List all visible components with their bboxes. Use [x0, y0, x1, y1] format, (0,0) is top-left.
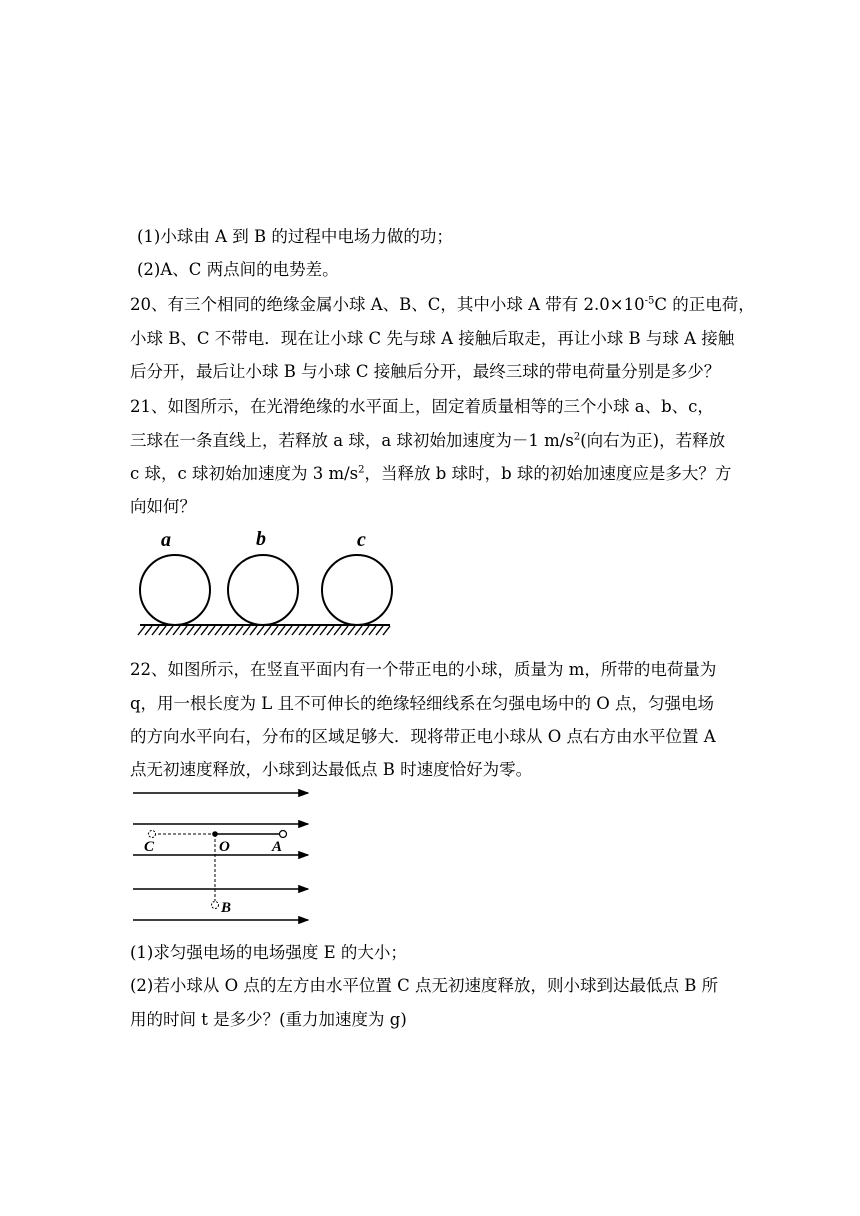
point-a-label: A [272, 839, 283, 855]
pivot-point-o [212, 831, 218, 837]
hatch-mark [194, 626, 201, 635]
ball-at-b [212, 902, 219, 909]
hatch-mark [236, 626, 243, 635]
point-o-label: O [219, 839, 230, 855]
ball-at-c [149, 831, 156, 838]
hatch-mark [369, 626, 376, 635]
ball-c-label: c [357, 529, 366, 551]
ball-at-a [280, 831, 287, 838]
hatch-mark [264, 626, 271, 635]
hatch-mark [334, 626, 341, 635]
hatch-mark [138, 626, 145, 635]
q22-sub3: 用的时间 t 是多少？(重力加速度为 g) [130, 1010, 407, 1029]
hatch-mark [292, 626, 299, 635]
ground-hatch [138, 626, 390, 635]
hatch-mark [173, 626, 180, 635]
q20-line2: 小球 B、C 不带电．现在让小球 C 先与球 A 接触后取走，再让小球 B 与球 A 接触 [130, 329, 735, 348]
q19-sub1: (1)小球由 A 到 B 的过程中电场力做的功； [137, 227, 453, 246]
hatch-mark [285, 626, 292, 635]
q20-exponent: -5 [644, 295, 655, 307]
q19-sub2: (2)A、C 两点间的电势差。 [137, 260, 339, 279]
ball-b [228, 555, 298, 625]
q21-text-a: 三球在一条直线上，若释放 a 球，a 球初始加速度为－1 m/s [130, 431, 574, 450]
hatch-mark [313, 626, 320, 635]
q22-line2: q，用一根长度为 L 且不可伸长的绝缘轻细线系在匀强电场中的 O 点，匀强电场 [130, 694, 715, 713]
q22-line4: 点无初速度释放，小球到达最低点 B 时速度恰好为零。 [130, 760, 533, 779]
hatch-mark [152, 626, 159, 635]
q21-text-c: c 球，c 球初始加速度为 3 m/s [130, 464, 359, 483]
q21-line2 [130, 431, 725, 451]
point-c-label: C [144, 839, 155, 855]
ball-a [140, 555, 210, 625]
q21-text-b: (向右为正)，若释放 [580, 431, 726, 450]
q22-line1: 22、如图所示，在竖直平面内有一个带正电的小球，质量为 m，所带的电荷量为 [130, 660, 717, 679]
hatch-mark [299, 626, 306, 635]
hatch-mark [250, 626, 257, 635]
q20-line1 [130, 295, 755, 315]
q22-sub1: (1)求匀强电场的电场强度 E 的大小； [130, 943, 407, 962]
q20-text-a: 20、有三个相同的绝缘金属小球 A、B、C，其中小球 A 带有 2.0×10 [130, 295, 645, 314]
ball-c [322, 555, 392, 625]
point-b-label: B [221, 900, 232, 916]
hatch-mark [383, 626, 390, 635]
hatch-mark [257, 626, 264, 635]
ball-a-label: a [161, 529, 171, 551]
hatch-mark [159, 626, 166, 635]
hatch-mark [222, 626, 229, 635]
hatch-mark [201, 626, 208, 635]
q22-sub2: (2)若小球从 O 点的左方由水平位置 C 点无初速度释放，则小球到达最低点 B 所 [130, 976, 719, 995]
hatch-mark [327, 626, 334, 635]
q20-text-b: C 的正电荷， [654, 295, 755, 314]
q21-figure [135, 525, 395, 640]
hatch-mark [278, 626, 285, 635]
ball-b-label: b [256, 528, 266, 550]
hatch-mark [320, 626, 327, 635]
hatch-mark [208, 626, 215, 635]
q20-line3: 后分开，最后让小球 B 与小球 C 接触后分开，最终三球的带电荷量分别是多少？ [130, 362, 721, 381]
q21-text-d: ，当释放 b 球时，b 球的初始加速度应是多大？方 [364, 464, 732, 483]
q21-line3 [130, 464, 731, 484]
hatch-mark [145, 626, 152, 635]
hatch-mark [243, 626, 250, 635]
hatch-mark [306, 626, 313, 635]
q22-line3: 的方向水平向右，分布的区域足够大．现将带正电小球从 O 点右方由水平位置 A [130, 727, 716, 746]
q21-line1: 21、如图所示，在光滑绝缘的水平面上，固定着质量相等的三个小球 a、b、c， [130, 397, 714, 416]
q22-figure [130, 785, 320, 930]
q21-exponent-2: 2 [358, 464, 365, 476]
hatch-mark [376, 626, 383, 635]
hatch-mark [341, 626, 348, 635]
hatch-mark [187, 626, 194, 635]
hatch-mark [355, 626, 362, 635]
hatch-mark [362, 626, 369, 635]
q21-line4: 向如何？ [130, 497, 196, 516]
hatch-mark [215, 626, 222, 635]
q21-exponent-1: 2 [573, 431, 581, 443]
hatch-mark [166, 626, 173, 635]
hatch-mark [180, 626, 187, 635]
hatch-mark [229, 626, 236, 635]
hatch-mark [348, 626, 355, 635]
hatch-mark [271, 626, 278, 635]
